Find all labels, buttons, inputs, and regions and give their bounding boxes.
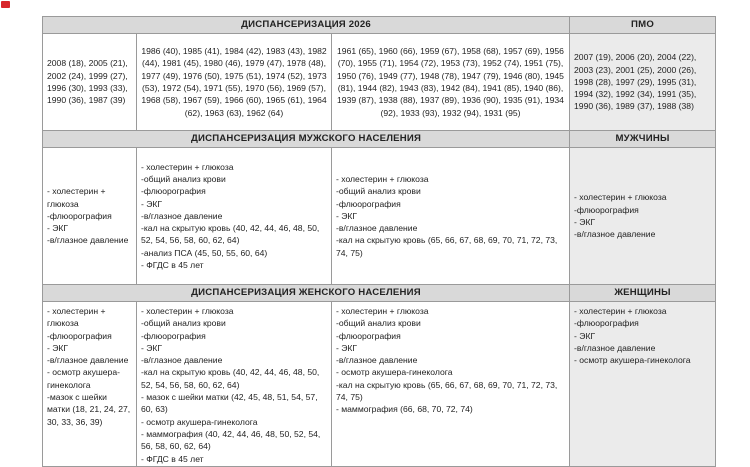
years-cell-65-95: 1961 (65), 1960 (66), 1959 (67), 1958 (68), 1957 (69), 1956 (70), 1955 (71), 1954 (72), 1953 (73), 1952 (74), 1951 (75), 1950 (76), 1949 (77), 1948 (78), 1947 (79), 1946 (80), 1945 (81), 1944 (82), 1943 (83), 1942 (84), 1941 (85), 1940 (86), 1939 (87), 1938 (88), 1937 (89), 1936 (90), 1935 (91), 1934 (92), 1933 (93), 1932 (94), 1931 (95) bbox=[332, 34, 570, 131]
exam-item: - осмотр акушера-гинеколога bbox=[336, 367, 453, 378]
exam-item: - осмотр акушера-гинеколога bbox=[47, 367, 120, 390]
exam-item: -общий анализ крови bbox=[336, 186, 421, 197]
exam-item: - маммография (40, 42, 44, 46, 48, 50, 52, 54, 56, 58, 60, 62, 64) bbox=[141, 428, 321, 452]
men-cell-18-39 bbox=[43, 148, 137, 285]
header-men-pmo: МУЖЧИНЫ bbox=[570, 131, 716, 148]
men-cell-40-64 bbox=[137, 148, 332, 285]
exam-item: - ЭКГ bbox=[336, 342, 358, 353]
exam-item: -в/глазное давление bbox=[574, 342, 656, 353]
men-cell-pmo bbox=[570, 148, 716, 285]
header-row-women bbox=[43, 285, 716, 302]
men-row bbox=[43, 148, 716, 285]
exam-item: -общий анализ крови bbox=[141, 173, 226, 184]
exam-item: - холестерин + глюкоза bbox=[141, 161, 234, 172]
exam-item: - мазок с шейки матки (42, 45, 48, 51, 54, 57, 60, 63) bbox=[141, 392, 318, 415]
exam-item: -флюорография bbox=[336, 330, 401, 341]
exam-item: -кал на скрытую кровь (65, 66, 67, 68, 69, 70, 71, 72, 73, 74, 75) bbox=[336, 235, 558, 258]
header-men: ДИСПАНСЕРИЗАЦИЯ МУЖСКОГО НАСЕЛЕНИЯ bbox=[43, 131, 570, 148]
exam-item: -флюорография bbox=[574, 318, 639, 329]
exam-item: -общий анализ крови bbox=[336, 318, 421, 329]
exam-item: - холестерин + глюкоза bbox=[47, 186, 106, 209]
exam-item: - ЭКГ bbox=[574, 330, 596, 341]
exam-item: -флюорография bbox=[141, 330, 206, 341]
exam-item: - ЭКГ bbox=[141, 342, 163, 353]
women-row bbox=[43, 302, 716, 467]
women-cell-65-plus bbox=[332, 302, 570, 467]
years-cell-18-39: 2008 (18), 2005 (21), 2002 (24), 1999 (27), 1996 (30), 1993 (33), 1990 (36), 1987 (39) bbox=[43, 34, 137, 131]
header-row-men bbox=[43, 131, 716, 148]
exam-item: - маммография (66, 68, 70, 72, 74) bbox=[336, 404, 473, 415]
exam-item: -анализ ПСА (45, 50, 55, 60, 64) bbox=[141, 247, 268, 258]
exam-item: -в/глазное давление bbox=[336, 355, 418, 366]
exam-item: - ЭКГ bbox=[47, 342, 69, 353]
header-women-pmo: ЖЕНЩИНЫ bbox=[570, 285, 716, 302]
exam-item: -флюорография bbox=[336, 198, 401, 209]
exam-item: -в/глазное давление bbox=[574, 229, 656, 240]
exam-item: - холестерин + глюкоза bbox=[141, 306, 234, 316]
exam-item: - ФГДС в 45 лет bbox=[141, 453, 204, 464]
exam-item: -в/глазное давление bbox=[141, 210, 223, 221]
exam-item: -общий анализ крови bbox=[141, 318, 226, 329]
header-women: ДИСПАНСЕРИЗАЦИЯ ЖЕНСКОГО НАСЕЛЕНИЯ bbox=[43, 285, 570, 302]
exam-item: -в/глазное давление bbox=[47, 355, 129, 366]
exam-item: - ЭКГ bbox=[47, 223, 69, 234]
exam-item: - холестерин + глюкоза bbox=[47, 306, 106, 329]
exam-item: - ЭКГ bbox=[336, 210, 358, 221]
years-cell-40-64: 1986 (40), 1985 (41), 1984 (42), 1983 (43), 1982 (44), 1981 (45), 1980 (46), 1979 (47), 1978 (48), 1977 (49), 1976 (50), 1975 (51), 1974 (52), 1973 (53), 1972 (54), 1971 (55), 1970 (56), 1969 (57), 1968 (58), 1967 (59), 1966 (60), 1965 (61), 1964 (62), 1963 (63), 1962 (64) bbox=[137, 34, 332, 131]
exam-item: - ЭКГ bbox=[574, 217, 596, 227]
exam-item: - ЭКГ bbox=[141, 198, 163, 209]
exam-item: -флюорография bbox=[574, 204, 639, 215]
women-cell-pmo bbox=[570, 302, 716, 467]
women-cell-40-64 bbox=[137, 302, 332, 467]
exam-item: -кал на скрытую кровь (40, 42, 44, 46, 48, 50, 52, 54, 56, 58, 60, 62, 64) bbox=[141, 367, 320, 390]
exam-item: - холестерин + глюкоза bbox=[574, 192, 667, 203]
exam-item: -флюорография bbox=[141, 186, 206, 197]
exam-item: -флюорография bbox=[47, 210, 112, 221]
exam-item: -в/глазное давление bbox=[141, 355, 223, 366]
women-cell-18-39 bbox=[43, 302, 137, 467]
screening-table bbox=[42, 16, 716, 467]
exam-item: - холестерин + глюкоза bbox=[336, 306, 429, 316]
years-row bbox=[43, 34, 716, 131]
exam-item: -мазок с шейки матки (18, 21, 24, 27, 30, 33, 36, 39) bbox=[47, 392, 131, 427]
logo-mark bbox=[1, 1, 10, 8]
exam-item: - холестерин + глюкоза bbox=[336, 173, 429, 184]
exam-item: - осмотр акушера-гинеколога bbox=[141, 416, 258, 427]
exam-item: -кал на скрытую кровь (40, 42, 44, 46, 48, 50, 52, 54, 56, 58, 60, 62, 64) bbox=[141, 223, 320, 246]
years-cell-pmo: 2007 (19), 2006 (20), 2004 (22), 2003 (23), 2001 (25), 2000 (26), 1998 (28), 1997 (29), 1995 (31), 1994 (32), 1992 (34), 1991 (35), 1990 (36), 1989 (37), 1988 (38) bbox=[570, 34, 716, 131]
header-dispanserization: ДИСПАНСЕРИЗАЦИЯ 2026 bbox=[43, 17, 570, 34]
header-row-main bbox=[43, 17, 716, 34]
header-pmo: ПМО bbox=[570, 17, 716, 34]
exam-item: -в/глазное давление bbox=[47, 235, 129, 246]
men-cell-65-plus bbox=[332, 148, 570, 285]
exam-item: -кал на скрытую кровь (65, 66, 67, 68, 69, 70, 71, 72, 73, 74, 75) bbox=[336, 379, 558, 403]
exam-item: -флюорография bbox=[47, 330, 112, 341]
exam-item: - холестерин + глюкоза bbox=[574, 306, 667, 316]
exam-item: -в/глазное давление bbox=[336, 223, 418, 234]
exam-item: - ФГДС в 45 лет bbox=[141, 260, 204, 271]
exam-item: - осмотр акушера-гинеколога bbox=[574, 355, 691, 366]
